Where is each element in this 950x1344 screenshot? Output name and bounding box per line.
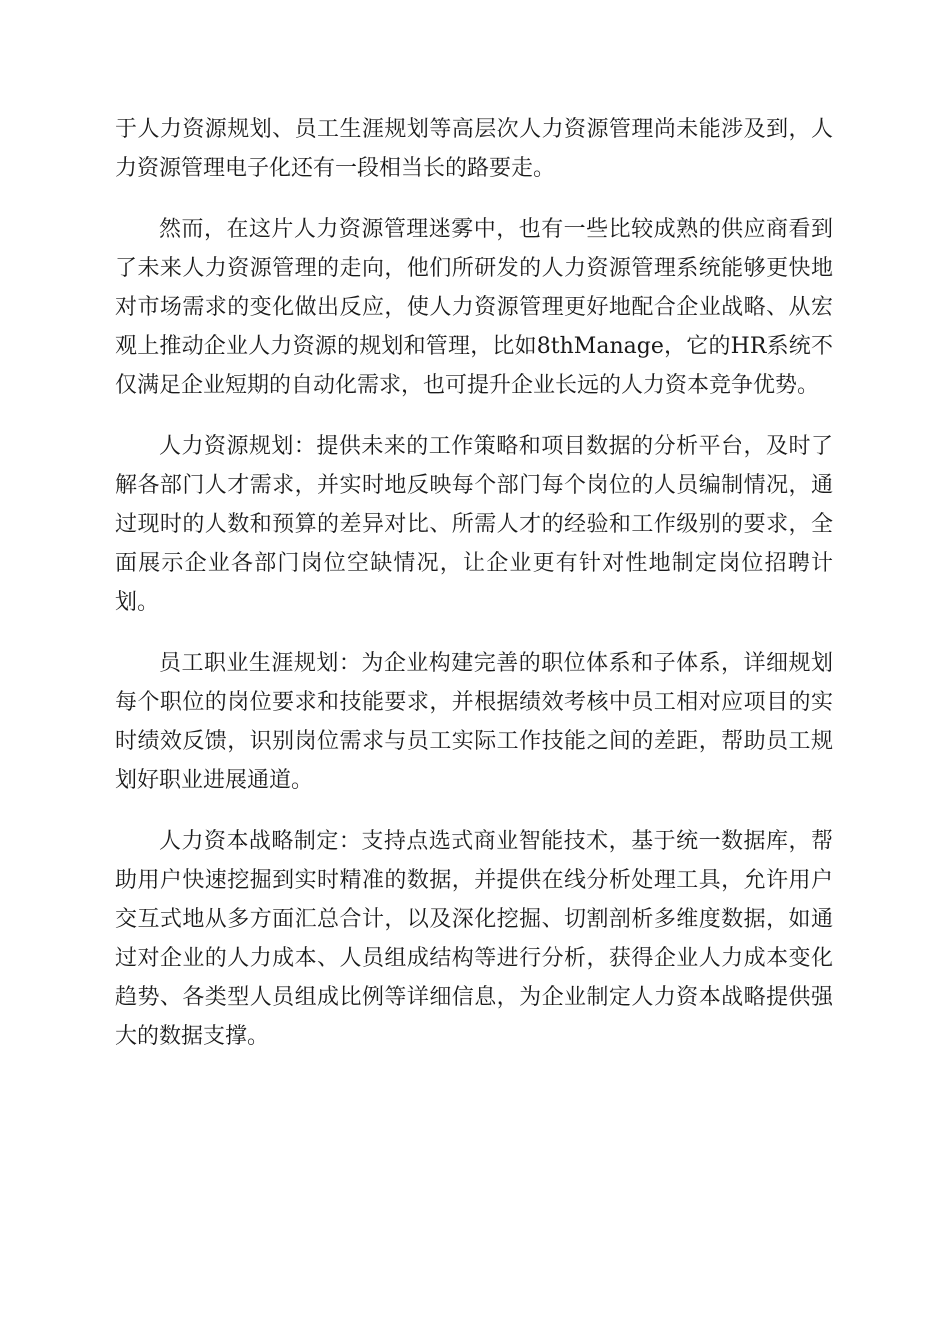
paragraph-vendors: 然而，在这片人力资源管理迷雾中，也有一些比较成熟的供应商看到了未来人力资源管理的走向，他们所研发的人力资源管理系统能够更快地对市场需求的变化做出反应，使人力资源管理更好地配合企业战略、从宏观上推动企业人力资源的规划和管理，比如8thManage，它的HR系统不仅满足企业短期的自动化需求，也可提升企业长远的人力资本竞争优势。	[115, 217, 833, 398]
paragraph-continued: 于人力资源规划、员工生涯规划等高层次人力资源管理尚未能涉及到，人力资源管理电子化还有一段相当长的路要走。	[115, 117, 833, 181]
paragraph-career-planning: 员工职业生涯规划：为企业构建完善的职位体系和子体系，详细规划每个职位的岗位要求和技能要求，并根据绩效考核中员工相对应项目的实时绩效反馈，识别岗位需求与员工实际工作技能之间的差距，帮助员工规划好职业进展通道。	[115, 651, 833, 793]
document-body	[115, 110, 833, 1078]
paragraph-hr-planning: 人力资源规划：提供未来的工作策略和项目数据的分析平台，及时了解各部门人才需求，并实时地反映每个部门每个岗位的人员编制情况，通过现时的人数和预算的差异对比、所需人才的经验和工作级别的要求，全面展示企业各部门岗位空缺情况，让企业更有针对性地制定岗位招聘计划。	[115, 434, 833, 615]
paragraph-capital-strategy: 人力资本战略制定：支持点选式商业智能技术，基于统一数据库，帮助用户快速挖掘到实时精准的数据，并提供在线分析处理工具，允许用户交互式地从多方面汇总合计，以及深化挖掘、切割剖析多维度数据，如通过对企业的人力成本、人员组成结构等进行分析，获得企业人力成本变化趋势、各类型人员组成比例等详细信息，为企业制定人力资本战略提供强大的数据支撑。	[115, 829, 833, 1049]
